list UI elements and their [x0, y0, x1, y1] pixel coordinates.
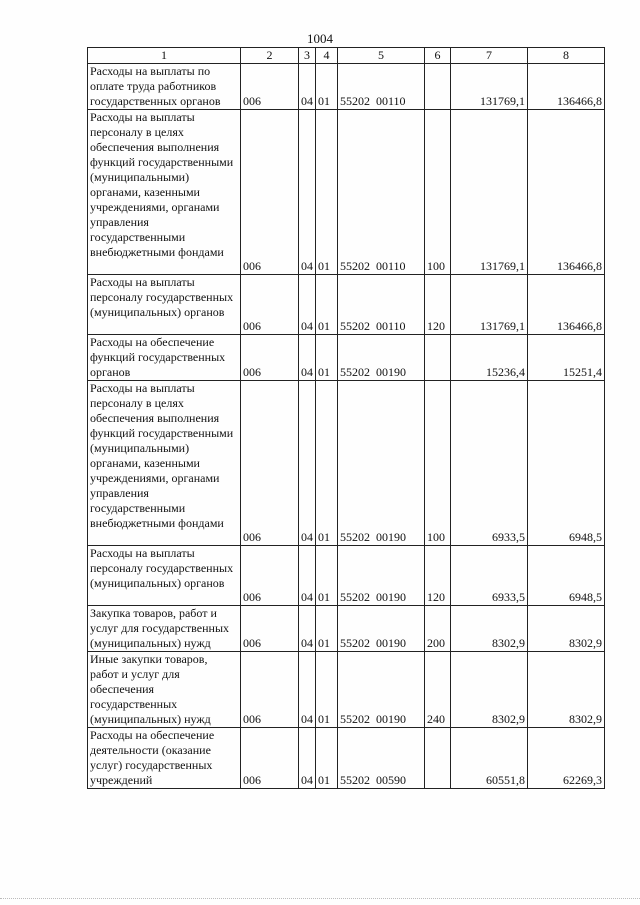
row-rz: 04 [299, 275, 316, 335]
header-cell-7: 7 [451, 48, 528, 64]
row-ved: 006 [241, 546, 299, 606]
row-ved: 006 [241, 652, 299, 728]
row-year1: 8302,9 [451, 652, 528, 728]
header-cell-5: 5 [338, 48, 425, 64]
row-ved: 006 [241, 64, 299, 110]
row-rz: 04 [299, 652, 316, 728]
row-csr: 55202 00190 [338, 381, 425, 546]
row-csr: 55202 00110 [338, 64, 425, 110]
row-vr: 200 [425, 606, 451, 652]
row-name: Расходы на выплаты персоналу в целях обеспечения выполнения функций государственными (муниципальными) органами, казенными учреждениями, органами управления государственными внебюджетными фондами [88, 381, 241, 546]
row-csr: 55202 00190 [338, 606, 425, 652]
row-year1: 8302,9 [451, 606, 528, 652]
row-pr: 01 [316, 64, 338, 110]
row-ved: 006 [241, 381, 299, 546]
row-pr: 01 [316, 546, 338, 606]
row-year2: 136466,8 [528, 64, 605, 110]
header-cell-6: 6 [425, 48, 451, 64]
row-year2: 6948,5 [528, 546, 605, 606]
row-pr: 01 [316, 110, 338, 275]
row-year1: 6933,5 [451, 381, 528, 546]
row-name: Закупка товаров, работ и услуг для государственных (муниципальных) нужд [88, 606, 241, 652]
table-row [88, 652, 605, 728]
row-vr [425, 728, 451, 789]
row-year1: 131769,1 [451, 64, 528, 110]
row-rz: 04 [299, 728, 316, 789]
row-rz: 04 [299, 110, 316, 275]
row-vr: 120 [425, 546, 451, 606]
row-csr: 55202 00110 [338, 110, 425, 275]
row-rz: 04 [299, 335, 316, 381]
table-row [88, 381, 605, 546]
budget-table [87, 47, 605, 789]
row-year1: 131769,1 [451, 110, 528, 275]
row-pr: 01 [316, 381, 338, 546]
row-name: Расходы на выплаты персоналу в целях обеспечения выполнения функций государственными (муниципальными) органами, казенными учреждениями, органами управления государственными внебюджетными фондами [88, 110, 241, 275]
row-vr: 100 [425, 381, 451, 546]
row-pr: 01 [316, 606, 338, 652]
table-row [88, 546, 605, 606]
row-year1: 6933,5 [451, 546, 528, 606]
scan-edge-divider [0, 898, 640, 899]
row-vr: 240 [425, 652, 451, 728]
header-cell-4: 4 [316, 48, 338, 64]
row-name: Расходы на обеспечение деятельности (оказание услуг) государственных учреждений [88, 728, 241, 789]
row-year2: 6948,5 [528, 381, 605, 546]
page-number: 1004 [307, 31, 333, 46]
row-year1: 131769,1 [451, 275, 528, 335]
row-vr: 120 [425, 275, 451, 335]
row-year1: 15236,4 [451, 335, 528, 381]
row-name: Расходы на выплаты персоналу государственных (муниципальных) органов [88, 546, 241, 606]
row-name: Иные закупки товаров, работ и услуг для обеспечения государственных (муниципальных) нужд [88, 652, 241, 728]
row-year2: 136466,8 [528, 275, 605, 335]
row-ved: 006 [241, 275, 299, 335]
row-pr: 01 [316, 728, 338, 789]
header-cell-8: 8 [528, 48, 605, 64]
row-year2: 15251,4 [528, 335, 605, 381]
row-name: Расходы на выплаты персоналу государственных (муниципальных) органов [88, 275, 241, 335]
table-row [88, 64, 605, 110]
row-ved: 006 [241, 606, 299, 652]
row-pr: 01 [316, 275, 338, 335]
table-row [88, 275, 605, 335]
row-year2: 62269,3 [528, 728, 605, 789]
row-ved: 006 [241, 335, 299, 381]
row-vr [425, 64, 451, 110]
row-rz: 04 [299, 64, 316, 110]
row-ved: 006 [241, 728, 299, 789]
table-row [88, 728, 605, 789]
row-pr: 01 [316, 652, 338, 728]
row-ved: 006 [241, 110, 299, 275]
row-year2: 136466,8 [528, 110, 605, 275]
row-vr: 100 [425, 110, 451, 275]
row-year2: 8302,9 [528, 606, 605, 652]
row-csr: 55202 00110 [338, 275, 425, 335]
table-row [88, 110, 605, 275]
row-rz: 04 [299, 606, 316, 652]
row-year2: 8302,9 [528, 652, 605, 728]
row-name: Расходы на обеспечение функций государственных органов [88, 335, 241, 381]
header-cell-2: 2 [241, 48, 299, 64]
table-row [88, 606, 605, 652]
row-csr: 55202 00190 [338, 335, 425, 381]
row-year1: 60551,8 [451, 728, 528, 789]
row-csr: 55202 00190 [338, 652, 425, 728]
row-pr: 01 [316, 335, 338, 381]
table-row [88, 335, 605, 381]
row-vr [425, 335, 451, 381]
header-row [88, 48, 605, 64]
row-rz: 04 [299, 381, 316, 546]
row-csr: 55202 00190 [338, 546, 425, 606]
header-cell-1: 1 [88, 48, 241, 64]
row-name: Расходы на выплаты по оплате труда работников государственных органов [88, 64, 241, 110]
header-cell-3: 3 [299, 48, 316, 64]
row-csr: 55202 00590 [338, 728, 425, 789]
row-rz: 04 [299, 546, 316, 606]
